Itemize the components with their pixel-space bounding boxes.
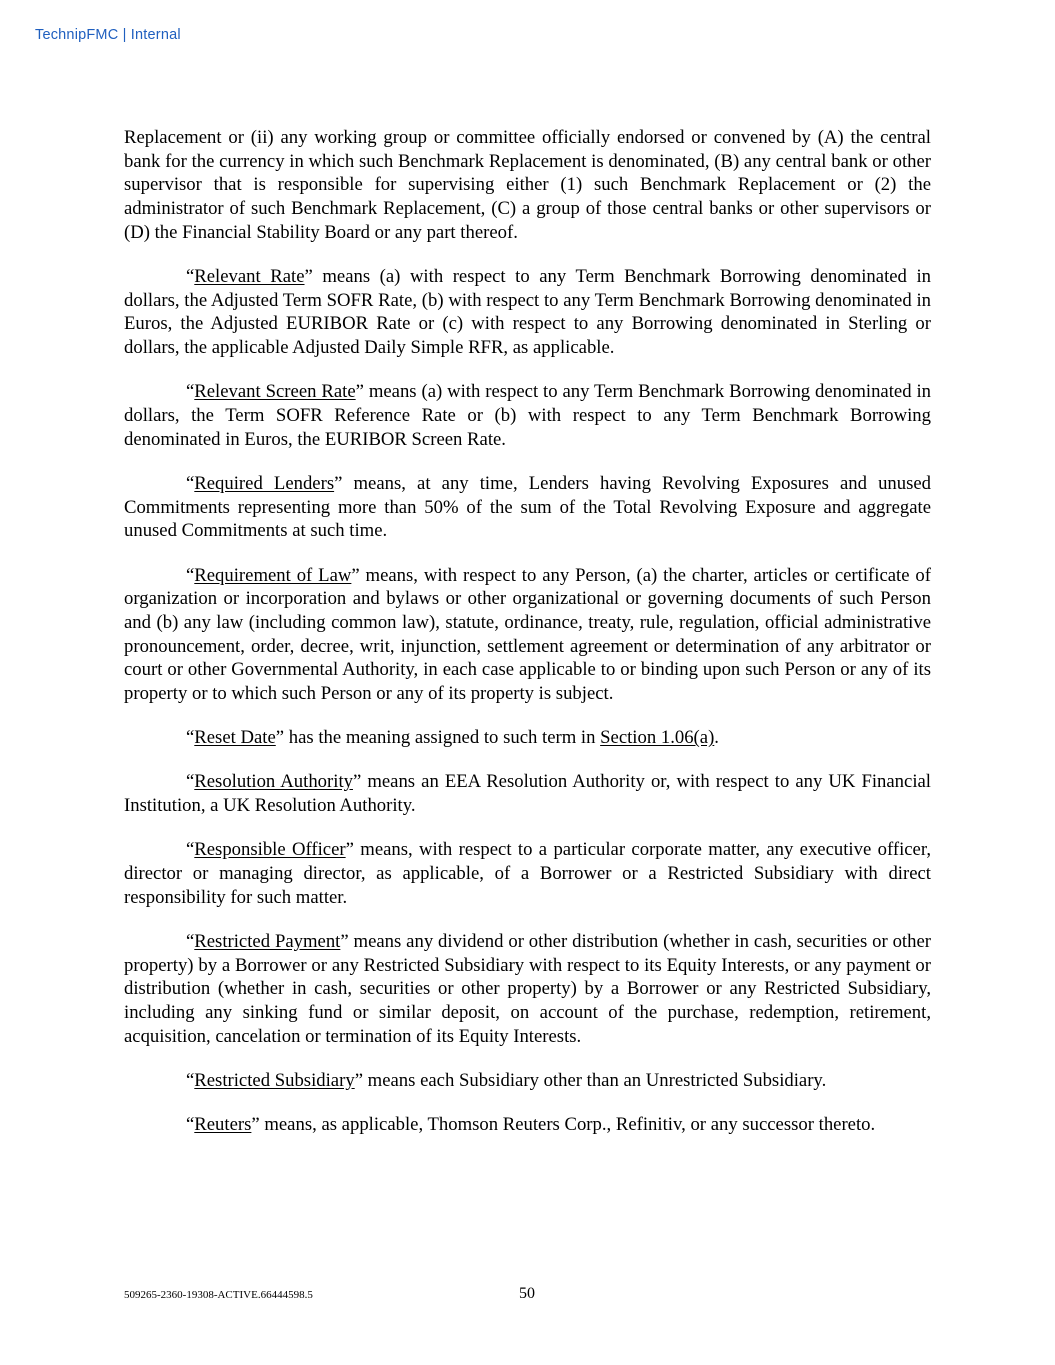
document-body bbox=[124, 126, 931, 1157]
defined-term: Restricted Payment bbox=[194, 930, 341, 952]
definition-text: ” means, with respect to a particular corporate matter, any executive officer, director or managing director, as applicable, of a Borrower or a Restricted Subsidiary with direct responsibility for such matter. bbox=[124, 839, 931, 908]
defined-term: Restricted Subsidiary bbox=[194, 1070, 355, 1091]
section-reference: Section 1.06(a) bbox=[600, 727, 715, 749]
open-quote: “ bbox=[186, 1114, 195, 1136]
defined-term: Relevant Rate bbox=[194, 266, 305, 288]
definition-text-end: . bbox=[714, 727, 719, 749]
definition-resolution-authority bbox=[124, 770, 931, 817]
open-quote: “ bbox=[186, 381, 195, 403]
paragraph-continuation bbox=[124, 126, 931, 245]
defined-term: Responsible Officer bbox=[194, 839, 346, 861]
definition-text: ” has the meaning assigned to such term in bbox=[275, 727, 601, 749]
open-quote: “ bbox=[186, 771, 195, 793]
paragraph-text: Replacement or (ii) any working group or committee officially endorsed or convened by (A) the central bank for the currency in which such Benchmark Replacement is denominated, (B) any central bank or other supervisor that is responsible for supervising either (1) such Benchmark Replacement or (2) the administrator of such Benchmark Replacement, (C) a group of those central banks or other supervisors or (D) the Financial Stability Board or any part thereof. bbox=[124, 127, 931, 243]
definition-relevant-rate bbox=[124, 265, 931, 360]
definition-responsible-officer bbox=[124, 838, 931, 909]
definition-required-lenders bbox=[124, 472, 931, 543]
open-quote: “ bbox=[186, 727, 195, 749]
definition-relevant-screen-rate bbox=[124, 380, 931, 451]
definition-text: ” means, at any time, Lenders having Revolving Exposures and unused Commitments representing more than 50% of the sum of the Total Revolving Exposure and aggregate unused Commitments at such time. bbox=[124, 472, 932, 542]
definition-text: ” means, as applicable, Thomson Reuters Corp., Refinitiv, or any successor thereto. bbox=[251, 1114, 876, 1136]
definition-restricted-subsidiary bbox=[124, 1069, 931, 1093]
definition-reuters bbox=[124, 1113, 931, 1137]
defined-term: Reset Date bbox=[194, 727, 276, 749]
definition-text: ” means an EEA Resolution Authority or, with respect to any UK Financial Institution, a UK Resolution Authority. bbox=[124, 771, 931, 817]
page-number: 50 bbox=[519, 1285, 535, 1302]
definition-restricted-payment bbox=[124, 930, 931, 1049]
defined-term: Requirement of Law bbox=[194, 564, 352, 586]
definition-text: ” means any dividend or other distribution (whether in cash, securities or other property) by a Borrower or any Restricted Subsidiary with respect to its Equity Interests, or any payment or distribution (whether in cash, securities or other property) by a Borrower or any Restricted Subsidiary, including any sinking fund or similar deposit, on account of the purchase, redemption, retirement, acquisition, cancelation or termination of its Equity Interests. bbox=[124, 930, 931, 1047]
definition-text: ” means (a) with respect to any Term Benchmark Borrowing denominated in dollars, the Adjusted Term SOFR Rate, (b) with respect to any Term Benchmark Borrowing denominated in Euros, the Adjusted EURIBOR Rate or (c) with respect to any Borrowing denominated in Sterling or dollars, the applicable Adjusted Daily Simple RFR, as applicable. bbox=[124, 266, 931, 359]
defined-term: Relevant Screen Rate bbox=[194, 381, 356, 403]
open-quote: “ bbox=[186, 839, 195, 861]
definition-text: ” means (a) with respect to any Term Benchmark Borrowing denominated in dollars, the Term SOFR Reference Rate or (b) with respect to any Term Benchmark Borrowing denominated in Euros, the EURIBOR Screen Rate. bbox=[124, 381, 931, 450]
open-quote: “ bbox=[186, 1070, 195, 1091]
definition-text: ” means each Subsidiary other than an Unrestricted Subsidiary. bbox=[354, 1070, 827, 1091]
definition-text: ” means, with respect to any Person, (a) the charter, articles or certificate of organization or incorporation and bylaws or other organizational or governing documents of such Person and (b) any law (including common law), statute, ordinance, treaty, rule, regulation, official administrative pronouncement, order, decree, writ, injunction, settlement agreement or determination of any arbitrator or court or other Governmental Authority, in each case applicable to or binding upon such Person or any of its property or to which such Person or any of its property is subject. bbox=[124, 564, 931, 705]
open-quote: “ bbox=[186, 564, 195, 586]
defined-term: Reuters bbox=[194, 1114, 252, 1136]
open-quote: “ bbox=[186, 266, 195, 288]
open-quote: “ bbox=[186, 472, 195, 494]
open-quote: “ bbox=[186, 930, 195, 952]
classification-label: TechnipFMC | Internal bbox=[35, 27, 181, 43]
defined-term: Resolution Authority bbox=[194, 771, 353, 793]
definition-requirement-of-law bbox=[124, 564, 931, 706]
defined-term: Required Lenders bbox=[194, 472, 335, 494]
definition-reset-date bbox=[124, 726, 931, 750]
document-id: 509265-2360-19308-ACTIVE.66444598.5 bbox=[124, 1289, 313, 1301]
